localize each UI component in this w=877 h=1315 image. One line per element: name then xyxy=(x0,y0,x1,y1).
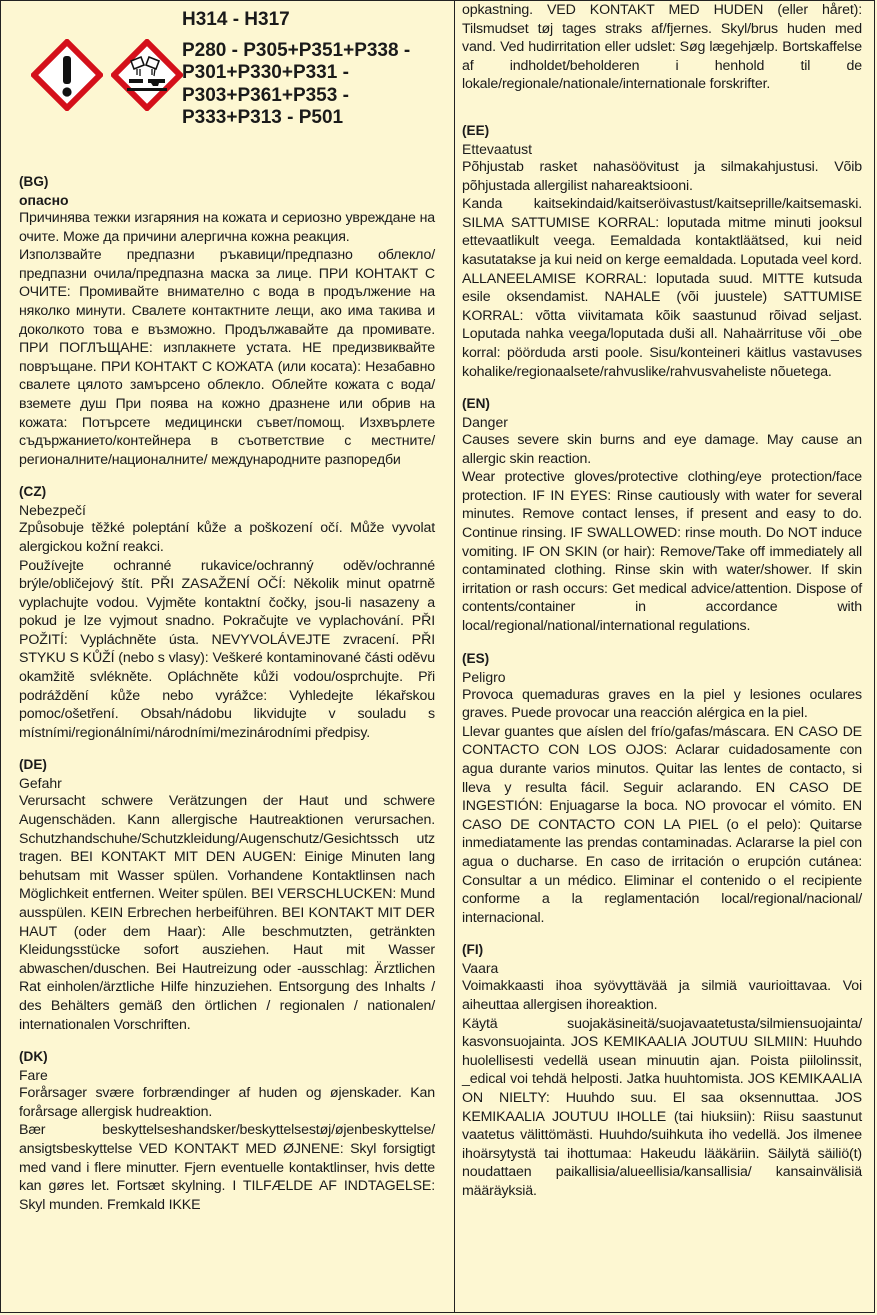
section-dk-continued xyxy=(462,1,862,94)
language-code: (DE) xyxy=(19,757,47,773)
section-body xyxy=(19,1084,435,1214)
signal-word: Danger xyxy=(462,414,508,431)
precaution-text: Llevar guantes que aíslen del frío/gafas/máscara. EN CASO DE CONTACTO CON LOS OJOS: Aclarar cuidadosamente con agua durante varios minutos. Quitar las lentes de contacto, si lleva y resulta fácil. Seguir aclarando. EN CASO DE INGESTIÓN: Enjuagarse la boca. NO provocar el vómito. EN CASO DE CONTACTO CON LA PIEL (o el pelo): Quitarse inmediatamente las prendas contaminadas. Aclararse la piel con agua o ducharse. En caso de irritación o erupción cutánea: Consultar a un médico. Eliminar el contenido o el recipiente conforme a la reglamentación local/regional/nacional/ internacional. xyxy=(462,723,862,926)
section-fi xyxy=(462,941,862,1200)
language-code: (CZ) xyxy=(19,484,47,500)
section-ee xyxy=(462,122,862,381)
hazard-text: Voimakkaasti ihoa syövyttävää ja silmiä vaurioittavaa. Voi aiheuttaa allergisen ihoreaktion. xyxy=(462,978,862,1013)
corrosion-icon xyxy=(111,39,183,111)
precaution-text: Kanda kaitsekindaid/kaitseröivastust/kaitseprille/kaitsemaski. SILMA SATTUMISE KORRAL: loputada mitme minuti jooksul ettevaatlikult veega. Eemaldada kontaktläätsed, kui neid kasutatakse ja kui neid on kerge eemaldada. Loputada veel kord. ALLANEELAMISE KORRAL: loputada suud. MITTE kutsuda esile oksendamist. NAHALE (või juustele) SATTUMISE KORRAL: võtta viivitamata kõik saastunud rõivad seljast. Loputada nahka veega/loputada duši all. Nahaärrituse või _obe korral: pöörduda arsti poole. Sisu/konteineri käitlus vastavuses kohalike/regionaalsete/rahvuslike/rahvusvaheliste nõuetega. xyxy=(462,196,862,380)
hazard-text: Provoca quemaduras graves en la piel y lesiones oculares graves. Puede provocar una reacción alérgica en la piel. xyxy=(462,686,862,722)
hazard-text: Põhjustab rasket nahasöövitust ja silmakahjustusi. Võib põhjustada allergilist nahareaktsiooni. xyxy=(462,158,862,194)
section-body xyxy=(19,209,435,469)
section-body xyxy=(19,519,435,742)
hazard-text: Причинява тежки изгаряния на кожата и сериозно увреждане на очите. Може да причини алергична кожна реакция. xyxy=(19,210,435,245)
signal-word: Vaara xyxy=(462,960,499,977)
signal-word: Nebezpečí xyxy=(19,502,86,519)
precaution-text: Wear protective gloves/protective clothing/eye protection/face protection. IF IN EYES: Rinse cautiously with water for several minutes. Remove contact lenses, if present and easy to do. Continue rinsing. IF SWALLOWED: rinse mouth. Do NOT induce vomiting. IF ON SKIN (or hair): Remove/Take off immediately all contaminated clothing. Rinse skin with water/shower. If skin irritation or rash occurs: Get medical advice/attention. Dispose of contents/container in accordance with local/regional/national/international regulations. xyxy=(462,469,862,635)
signal-word: Fare xyxy=(19,1067,48,1084)
hazard-statements: H314 - H317 xyxy=(182,9,290,30)
section-body xyxy=(462,977,862,1200)
precaution-line: P301+P330+P331 - xyxy=(182,62,349,83)
precaution-text: Bær beskyttelseshandsker/beskyttelsestøj/øjenbeskyttelse/ ansigtsbeskyttelse VED KONTAKT MED ØJNENE: Skyl forsigtigt med vand i flere minutter. Fjern eventuelle kontaktlinser, hvis dette kan gøres let. Fortsæt skylning. I TILFÆLDE AF INDTAGELSE: Skyl munden. Fremkald IKKE xyxy=(19,1122,435,1213)
language-code: (ES) xyxy=(462,650,490,666)
hazard-precaution-codes xyxy=(182,9,453,130)
section-body xyxy=(462,686,862,928)
signal-word: Gefahr xyxy=(19,775,62,792)
hazard-text: Causes severe skin burns and eye damage. May cause an allergic skin reaction. xyxy=(462,432,862,467)
precaution-text: opkastning. VED KONTAKT MED HUDEN (eller håret): Tilsmudset tøj tages straks af/fjernes. Skyl/brus huden med vand. Ved hudirritation eller udslet: Søg lægehjælp. Bortskaffelse af indholdet/beholderen i henhold til de lokale/regionale/nationale/internationale forskrifter. xyxy=(462,2,862,93)
section-es xyxy=(462,650,862,928)
hazard-text: Verursacht schwere Verätzungen der Haut und schwere Augenschäden. Kann allergische Hautreaktionen verursachen. Schutzhandschuhe/Schutzkleidung/Augenschutz/Gesichtssch utz tragen. BEI KONTAKT MIT DEN AUGEN: Einige Minuten lang behutsam mit Wasser spülen. Vorhandene Kontaktlinsen nach Möglichkeit entfernen. Weiter spülen. BEI VERSCHLUCKEN: Mund ausspülen. KEIN Erbrechen herbeiführen. BEI KONTAKT MIT DER HAUT (oder dem Haar): Alle beschmutzten, getränkten Kleidungsstücke sofort ausziehen. Haut mit Wasser abwaschen/duschen. Bei Hautreizung oder -ausschlag: Ärztlichen Rat einholen/ärztliche Hilfe hinzuziehen. Entsorgung des Inhalts / des Behälters gemäß den örtlichen / regionalen / nationalen/ internationalen Vorschriften. xyxy=(19,793,435,1033)
precaution-text: Používejte ochranné rukavice/ochranný oděv/ochranné brýle/obličejový štít. PŘI ZASAŽENÍ OČÍ: Několik minut opatrně vyplachujte vodou. Vyjměte kontaktní čočky, jsou-li nasazeny a pokud je lze vyjmout snadno. Pokračujte ve vyplachování. PŘI POŽITÍ: Vypláchněte ústa. NEVYVOLÁVEJTE zvracení. PŘI STYKU S KŮŽÍ (nebo s vlasy): Veškeré kontaminované části oděvu okamžitě svlékněte. Opláchněte kůži vodou/osprchujte. Při podráždění kůže nebo vyrážce: Vyhledejte lékařskou pomoc/ošetření. Obsah/nádobu likvidujte v souladu s místními/regionálními/národními/mezinárodními předpisy. xyxy=(19,557,435,741)
signal-word: Ettevaatust xyxy=(462,140,533,157)
hazard-text: Způsobuje těžké poleptání kůže a poškození očí. Může vyvolat alergickou kožní reakci. xyxy=(19,520,435,555)
language-code: (EN) xyxy=(462,396,490,412)
signal-word: Peligro xyxy=(462,668,506,685)
precaution-line: P333+P313 - P501 xyxy=(182,107,344,128)
section-body xyxy=(462,431,862,636)
section-de xyxy=(19,756,435,1034)
exclamation-mark-icon xyxy=(31,39,103,111)
section-en xyxy=(462,395,862,636)
column-divider xyxy=(454,1,455,1313)
section-cz xyxy=(19,483,435,742)
left-column xyxy=(1,1,453,1228)
language-code: (FI) xyxy=(462,942,484,958)
section-body xyxy=(462,158,862,381)
precaution-text: Käytä suojakäsineitä/suojavaatetusta/silmiensuojainta/ kasvonsuojainta. JOS KEMIKAALIA JOUTUU SILMIIN: Huuhdo huolellisesti vedellä usean minuutin ajan. Poista piilolinssit, _edical voi tehdä helposti. Jatka huuhtomista. JOS KEMIKAALIA ON NIELTY: Huuhdo suu. El saa oksennuttaa. JOS KEMIKAALIA JOUTUU IHOLLE (tai hiuksiin): Riisu saastunut vaatetus välittömästi. Huuhdo/suihkuta iho vedellä. Jos ilmenee ihoärsytystä tai ihottumaa: Hakeudu lääkäriin. Säilytä säiliö(t) noudattaen paikallisia/alueellisia/kansallisia/ kansainvälisiä määräyksiä. xyxy=(462,1015,862,1199)
section-bg xyxy=(19,173,435,469)
signal-word: опасно xyxy=(19,192,69,208)
language-code: (EE) xyxy=(462,122,490,138)
precaution-text: Използвайте предпазни ръкавици/предпазно облекло/предпазни очила/предпазна маска за лице. ПРИ КОНТАКТ С ОЧИТЕ: Промивайте внимателно с вода в продължение на няколко минути. Свалете контактните лещи, ако има такива и доколкото това е възможно. Продължавайте да промивате. ПРИ ПОГЛЪЩАНЕ: изплакнете устата. НЕ предизвиквайте повръщане. ПРИ КОНТАКТ С КОЖАТА (или косата): Незабавно свалете цялото замърсено облекло. Облейте кожата с вода/вземете душ При поява на кожно дразнене или обрив на кожата: Потърсете медицински съвет/помощ. Изхвърлете съдържанието/контейнера в съответствие с местните/регионалните/националните/ международните разпоредби xyxy=(19,247,435,468)
hazard-header xyxy=(19,1,435,173)
section-body xyxy=(19,792,435,1034)
precaution-line: P280 - P305+P351+P338 - xyxy=(182,39,411,61)
section-dk xyxy=(19,1048,435,1214)
language-code: (DK) xyxy=(19,1049,48,1065)
right-column xyxy=(456,1,875,1214)
precaution-line: P303+P361+P353 - xyxy=(182,84,349,106)
ghs-pictograms xyxy=(31,39,201,109)
hazard-text: Forårsager svære forbrændinger af huden og øjenskader. Kan forårsage allergisk hudreaktion. xyxy=(19,1085,435,1120)
language-code: (BG) xyxy=(19,174,49,189)
section-body xyxy=(462,1,862,94)
